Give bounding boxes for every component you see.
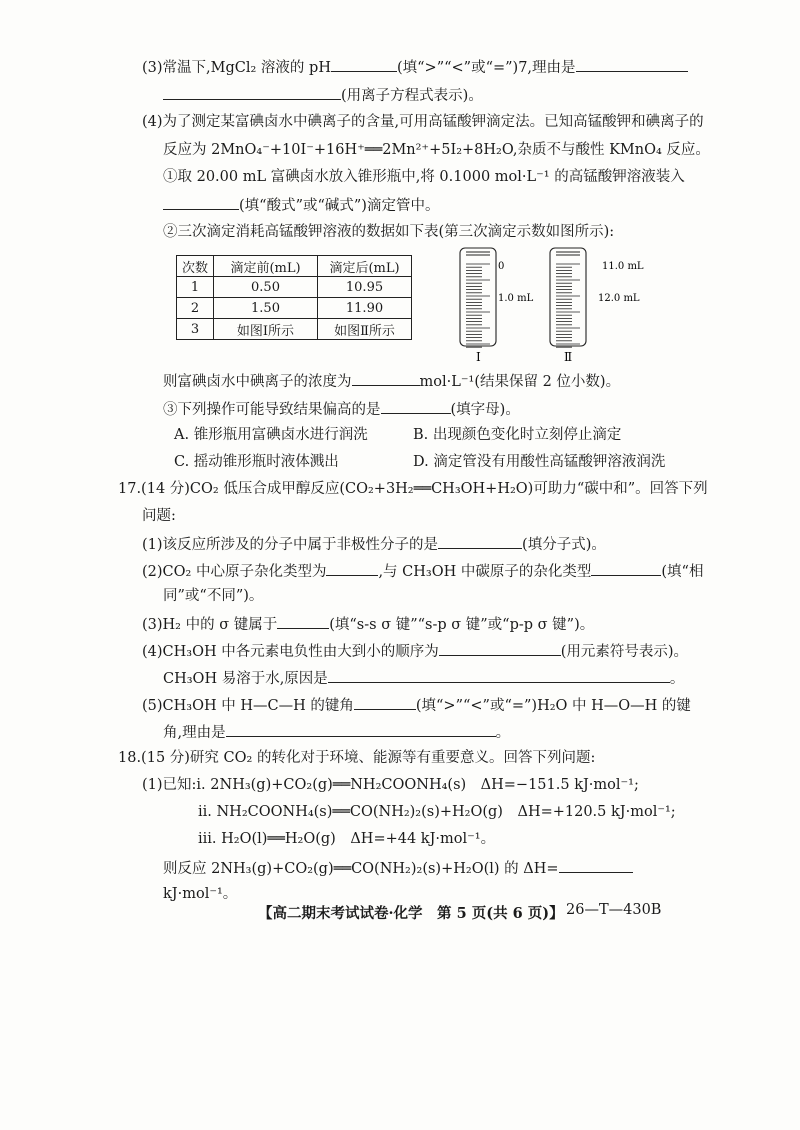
answer-blank[interactable] [381,398,451,414]
option-c: C. 摇动锥形瓶时液体溅出 [174,454,339,470]
burette-one-mid-label: 1.0 mL [498,293,534,304]
q18-question: 则反应 2NH₃(g)+CO₂(g)══CO(NH₂)₂(s)+H₂O(l) 的 ΔH= [163,857,633,879]
answer-blank[interactable] [331,56,397,72]
answer-blank[interactable] [226,721,496,737]
titration-table [176,255,412,340]
option-d: D. 滴定管没有用酸性高锰酸钾溶液润洗 [413,454,666,470]
answer-blank[interactable] [163,194,239,210]
answer-blank[interactable] [576,56,688,72]
q16-p4-line1: (4)为了测定某富碘卤水中碘离子的含量,可用高锰酸钾滴定法。已知高锰酸钾和碘离子的 [142,114,704,130]
q16-step1-line2: (填“酸式”或“碱式”)滴定管中。 [163,194,439,216]
answer-blank[interactable] [354,694,416,710]
table-row: 3 如图Ⅰ所示 如图Ⅱ所示 [177,319,412,340]
q18-eq-ii: ⅱ. NH₂COONH₄(s)══CO(NH₂)₂(s)+H₂O(g) ΔH=+120.5 kJ·mol⁻¹; [198,804,676,820]
q17-p5-line1: (5)CH₃OH 中 H—C—H 的键角 (填“>”“<”或“=”)H₂O 中 H—O—H 的键 [142,694,691,716]
q16-step1-line1: ①取 20.00 mL 富碘卤水放入锥形瓶中,将 0.1000 mol·L⁻¹ 的高锰酸钾溶液装入 [163,169,685,185]
q17-header: 17.(14 分)CO₂ 低压合成甲醇反应(CO₂+3H₂══CH₃OH+H₂O)可助力“碳中和”。回答下列 [118,481,708,497]
answer-blank[interactable] [439,640,561,656]
page-footer-title: 【高二期末考试试卷·化学 第 5 页(共 6 页)】 [258,905,564,922]
table-row: 1 0.50 10.95 [177,277,412,298]
answer-blank[interactable] [559,857,633,873]
answer-blank[interactable] [277,613,329,629]
q16-concentration: 则富碘卤水中碘离子的浓度为 mol·L⁻¹(结果保留 2 位小数)。 [163,370,620,392]
burette-one-top-label: 0 [498,261,505,272]
option-a: A. 锥形瓶用富碘卤水进行润洗 [174,427,368,443]
answer-blank[interactable] [438,533,522,549]
table-header-row: 次数 滴定前(mL) 滴定后(mL) [177,256,412,277]
answer-blank[interactable] [591,560,661,576]
q18-unit: kJ·mol⁻¹。 [163,886,238,902]
burette-two-mid-label: 12.0 mL [598,293,640,304]
page-footer-code: 26—T—430B [566,902,662,918]
q16-step3: ③下列操作可能导致结果偏高的是 (填字母)。 [163,398,520,420]
table-row: 2 1.50 11.90 [177,298,412,319]
figure-label-one: Ⅰ [476,350,481,364]
answer-blank[interactable] [328,667,670,683]
answer-blank[interactable] [326,560,378,576]
q17-p2-line1: (2)CO₂ 中心原子杂化类型为 ,与 CH₃OH 中碳原子的杂化类型 (填“相 [142,560,703,582]
q16-p4-line2: 反应为 2MnO₄⁻+10I⁻+16H⁺══2Mn²⁺+5I₂+8H₂O,杂质不与酸性 KMnO₄ 反应。 [163,142,710,158]
option-b: B. 出现颜色变化时立刻停止滴定 [413,427,622,443]
q16-step2: ②三次滴定消耗高锰酸钾溶液的数据如下表(第三次滴定示数如图所示): [163,224,615,240]
q18-eq-i: (1)已知:ⅰ. 2NH₃(g)+CO₂(g)══NH₂COONH₄(s) ΔH=−151.5 kJ·mol⁻¹; [142,777,639,793]
q18-eq-iii: ⅲ. H₂O(l)══H₂O(g) ΔH=+44 kJ·mol⁻¹。 [198,831,496,847]
burette-two-top-label: 11.0 mL [602,261,644,272]
answer-blank[interactable] [352,370,420,386]
q18-header: 18.(15 分)研究 CO₂ 的转化对于环境、能源等有重要意义。回答下列问题: [118,750,596,766]
q16-p3-line1: (3)常温下,MgCl₂ 溶液的 pH (填“>”“<”或“=”)7,理由是 [142,56,688,78]
q17-p5-line2: 角,理由是 。 [163,721,510,743]
q17-p3: (3)H₂ 中的 σ 键属于 (填“s-s σ 键”“s-p σ 键”或“p-p σ 键”)。 [142,613,594,635]
q17-header-2: 问题: [142,508,176,524]
burette-one-scale [466,264,490,347]
q17-p4-line2: CH₃OH 易溶于水,原因是 。 [163,667,684,689]
q16-p3-line2: (用离子方程式表示)。 [163,84,483,106]
q17-p2-line2: 同”或“不同”)。 [163,588,264,604]
answer-blank[interactable] [163,84,341,100]
q17-p1: (1)该反应所涉及的分子中属于非极性分子的是 (填分子式)。 [142,533,606,555]
q17-p4-line1: (4)CH₃OH 中各元素电负性由大到小的顺序为 (用元素符号表示)。 [142,640,688,662]
burette-two-scale [556,264,580,347]
burette-figure [450,246,750,364]
figure-label-two: Ⅱ [564,350,573,364]
